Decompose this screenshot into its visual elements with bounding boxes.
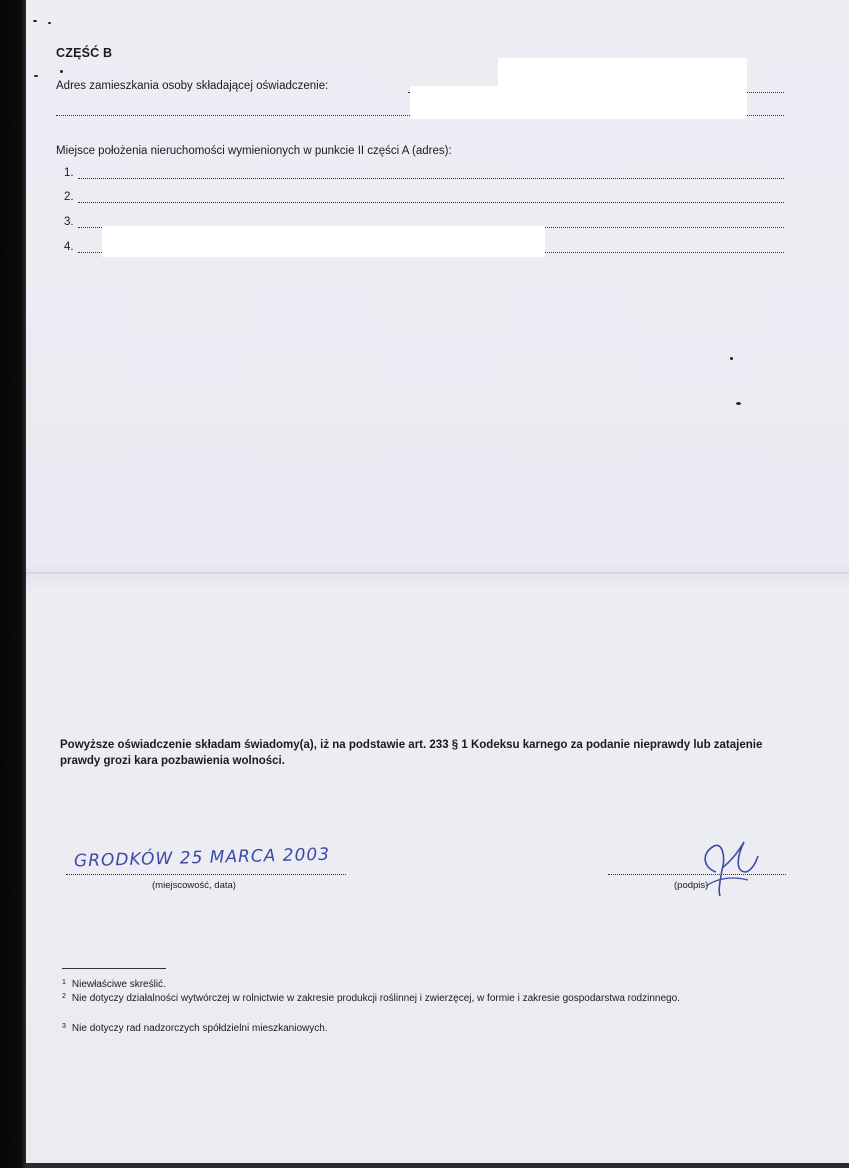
redaction-box bbox=[410, 86, 747, 119]
scan-speck bbox=[48, 22, 51, 24]
redaction-box bbox=[102, 226, 545, 257]
place-date-line bbox=[66, 874, 346, 875]
footnote-mark: 3 bbox=[62, 1023, 66, 1030]
property-item-number-4: 4. bbox=[64, 241, 74, 253]
property-item-line-2 bbox=[78, 202, 784, 203]
legal-statement: Powyższe oświadczenie składam świadomy(a), iż na podstawie art. 233 § 1 Kodeksu karnego za podanie nieprawdy lub zatajenie prawdy grozi kara pozbawienia wolności. bbox=[60, 739, 763, 767]
property-location-label: Miejsce położenia nieruchomości wymienionych w punkcie II części A (adres): bbox=[56, 145, 452, 157]
footnote-1 bbox=[62, 978, 792, 992]
signature-caption: (podpis) bbox=[674, 880, 709, 891]
document-page bbox=[26, 0, 849, 1168]
signature-mark bbox=[686, 832, 766, 902]
property-item-line-1 bbox=[78, 178, 784, 179]
scan-bottom-edge bbox=[26, 1163, 849, 1168]
scan-left-edge bbox=[0, 0, 26, 1168]
place-date-caption: (miejscowość, data) bbox=[152, 880, 236, 891]
scan-speck bbox=[60, 70, 63, 73]
footnote-separator bbox=[62, 968, 166, 969]
footnote-mark: 2 bbox=[62, 993, 66, 1000]
property-item-number-3: 3. bbox=[64, 216, 74, 228]
footnote-3 bbox=[62, 1022, 792, 1036]
residence-address-label: Adres zamieszkania osoby składającej oświadczenie: bbox=[56, 80, 329, 92]
handwritten-place-date: GRODKÓW 25 MARCA 2003 bbox=[73, 844, 331, 872]
scan-speck bbox=[33, 20, 37, 22]
footnote-text: Niewłaściwe skreślić. bbox=[71, 979, 166, 990]
footnote-text: Nie dotyczy działalności wytwórczej w rolnictwie w zakresie produkcji roślinnej i zwierzęcej, w formie i zakresie gospodarstwa rodzinnego. bbox=[71, 993, 680, 1004]
scan-speck bbox=[736, 402, 741, 405]
footnote-2 bbox=[62, 992, 805, 1006]
paper-fold-line bbox=[26, 572, 849, 574]
section-title: CZĘŚĆ B bbox=[56, 46, 113, 60]
scan-speck bbox=[34, 75, 38, 77]
property-item-number-1: 1. bbox=[64, 167, 74, 179]
footnote-mark: 1 bbox=[62, 979, 66, 986]
footnote-text: Nie dotyczy rad nadzorczych spółdzielni mieszkaniowych. bbox=[71, 1023, 328, 1034]
scan-speck bbox=[730, 357, 733, 360]
property-item-number-2: 2. bbox=[64, 191, 74, 203]
